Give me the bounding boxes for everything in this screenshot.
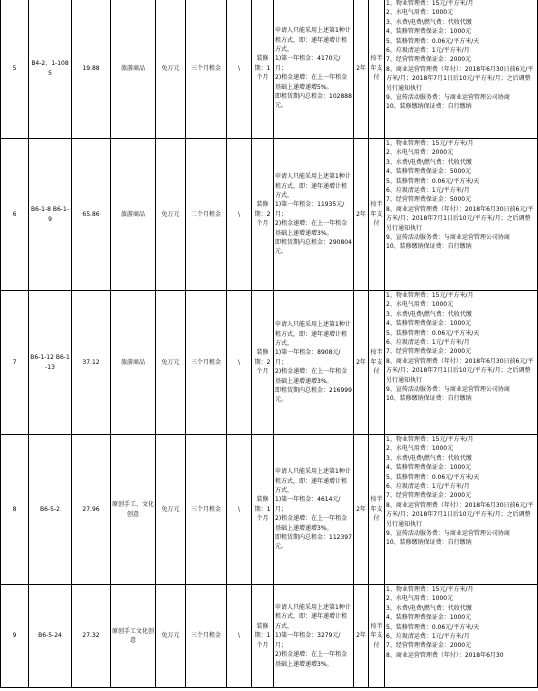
fee-item: 9、宣传活动服务费：与商业运营管理公司协商 (386, 234, 510, 242)
payment-method: 按半年支付 (369, 0, 385, 139)
fee-item: 8、商业运营管理费（年付）：2018年6月30日前6元/平方米/月；2018年7月1日后10元/平方米/月；之后调整另行通知执行 (386, 357, 534, 384)
fee-item: 6、垃圾清运费：1元/平方米/月 (386, 187, 470, 195)
decoration-period: 装修期：2个月 (252, 139, 274, 291)
payment-method: 按半年支付 (369, 291, 385, 435)
lease-years: 2年 (354, 291, 369, 435)
fee-list (385, 0, 538, 139)
rent-term-line: 即租赁期内总租金：112397元。 (275, 534, 352, 551)
rent-free: 免万元 (156, 291, 186, 435)
fee-item: 10、装修缴纳保证费：自行缴纳 (386, 539, 472, 547)
rent-term-line: 1)第一年租金：4614元/月； (275, 496, 341, 513)
mark-cell: \ (227, 0, 252, 139)
business-type: 原创手工、文化创意 (111, 435, 156, 585)
rent-free: 免万元 (156, 0, 186, 139)
table-row (1, 585, 538, 688)
rent-terms (274, 585, 354, 688)
rent-terms (274, 0, 354, 139)
fee-item: 1、物业管理费：15元/平方米/月 (386, 436, 474, 443)
rent-term-line: 申请人只能采用上述第1种计租方式，即：递年递增计租方式， (275, 321, 351, 347)
unit-area: 37.12 (72, 291, 111, 435)
row-number: 8 (1, 435, 29, 585)
fee-item: 5、装修管理费：0.06元/平方米/天 (386, 177, 480, 185)
rent-term-line: 2)租金递增：在上一年租金基础上递增递增3%。 (275, 651, 348, 668)
fee-item: 1、物业管理费：15元/平方米/月 (386, 0, 474, 7)
fee-item: 4、装修管理费保证金：1000元 (386, 28, 472, 36)
fee-item: 5、装修管理费：0.06元/平方米/天 (386, 473, 480, 481)
rent-term-line: 1)第一年租金：4170元/月； (275, 55, 341, 72)
fee-item: 3、水费\电费\燃气费：代收代缴 (386, 604, 472, 612)
business-type: 原创手工文化创意 (111, 585, 156, 688)
rent-term-line: 即租赁期内总租金：216999元。 (275, 387, 352, 404)
fee-list (385, 435, 538, 585)
fee-item: 9、宣传活动服务费：与商业运营管理公司协商 (386, 94, 510, 102)
fee-list (385, 139, 538, 291)
fee-item: 7、经营管理费保证金：2000元 (386, 492, 472, 500)
rent-terms (274, 435, 354, 585)
fee-item: 8、商业运营管理费（年付）：2018年6月30日前6元/平方米/月；2018年7月1日后10元/平方米/月；之后调整另行通知执行 (386, 205, 534, 232)
decoration-period: 装修期：1个月 (252, 435, 274, 585)
fee-item: 4、装修管理费保证金：1000元 (386, 464, 472, 472)
rent-terms (274, 139, 354, 291)
rent-free: 免万元 (156, 139, 186, 291)
fee-item: 8、商业运营管理费（年付）：2018年6月30日前6元/平方米/月；2018年7月1日后10元/平方米/月；之后调整另行通知执行 (386, 65, 534, 92)
rent-term-line: 2)租金递增：在上一年租金基础上递增递增3%。 (275, 220, 348, 237)
row-number: 5 (1, 0, 29, 139)
fee-item: 4、装修管理费保证金：1000元 (386, 614, 472, 622)
fee-item: 5、装修管理费：0.06元/平方米/天 (386, 329, 480, 337)
fee-item: 10、装修缴纳保证费：自行缴纳 (386, 395, 472, 403)
rent-term-line: 即租赁期内总租金：290804元。 (275, 239, 352, 256)
fee-item: 3、水费\电费\燃气费：代收代缴 (386, 310, 472, 318)
unit-area: 65.86 (72, 139, 111, 291)
unit-number: B6-5-24 (29, 585, 72, 688)
rent-term-line: 申请人只能采用上述第1种计租方式，即：递年递增计租方式， (275, 604, 351, 630)
rent-free: 免万元 (156, 585, 186, 688)
deposit-terms: 二个月租金 (186, 139, 227, 291)
rent-terms (274, 291, 354, 435)
rent-term-line: 1)第一年租金：8908元/月； (275, 349, 341, 366)
lease-years: 2年 (354, 435, 369, 585)
fee-item: 1、物业管理费：15元/平方米/月 (386, 140, 474, 147)
mark-cell: \ (227, 291, 252, 435)
fee-list (385, 585, 538, 688)
fee-item: 2、水电气用费：1000元 (386, 9, 454, 17)
decoration-period: 装修期：2个月 (252, 291, 274, 435)
rent-term-line: 即租赁期内总租金：102888元。 (275, 93, 352, 110)
deposit-terms: 三个月租金 (186, 435, 227, 585)
fee-item: 2、水电气用费：2000元 (386, 149, 454, 157)
fee-item: 7、经营管理费保证金：2000元 (386, 642, 472, 650)
table-row (1, 435, 538, 585)
fee-item: 5、装修管理费：0.06元/平方米/天 (386, 623, 480, 631)
unit-number: B4-2、1-1085 (29, 0, 72, 139)
fee-item: 2、水电气用费：1000元 (386, 445, 454, 453)
rent-term-line: 2)租金递增：在上一年租金基础上递增递增5%。 (275, 74, 348, 91)
table-row (1, 139, 538, 291)
unit-number: B6-5-2 (29, 435, 72, 585)
fee-item: 6、垃圾清运费：1元/平方米/月 (386, 633, 470, 641)
rent-term-line: 申请人只能采用上述第1种计租方式，即：递年递增计租方式， (275, 173, 351, 199)
lease-years: 2年 (354, 585, 369, 688)
fee-item: 8、商业运营管理费（年付）：2018年6月30日前6元/平方米/月；2018年7月1日后10元/平方米/月；之后调整另行通知执行 (386, 501, 534, 528)
fee-item: 2、水电气用费：1000元 (386, 595, 454, 603)
fee-item: 3、水费\电费\燃气费：代收代缴 (386, 454, 472, 462)
unit-area: 27.96 (72, 435, 111, 585)
deposit-terms: 三个月租金 (186, 291, 227, 435)
business-type: 旅游商品 (111, 291, 156, 435)
payment-method: 按半年支付 (369, 435, 385, 585)
fee-item: 6、垃圾清运费：1元/平方米/月 (386, 339, 470, 347)
unit-area: 19.88 (72, 0, 111, 139)
row-number: 6 (1, 139, 29, 291)
fee-item: 3、水费\电费\燃气费：代收代缴 (386, 18, 472, 26)
unit-number: B6-1-12 B6-1-13 (29, 291, 72, 435)
lease-years: 2年 (354, 0, 369, 139)
fee-list (385, 291, 538, 435)
rent-term-line: 申请人只能采用上述第1种计租方式，即：递年递增计租方式， (275, 468, 351, 494)
fee-item: 4、装修管理费保证金：1000元 (386, 320, 472, 328)
mark-cell: \ (227, 435, 252, 585)
fee-item: 10、装修缴纳保证费：自行缴纳 (386, 243, 472, 251)
fee-item: 7、经营管理费保证金：2000元 (386, 56, 472, 64)
fee-item: 7、经营管理费保证金：5000元 (386, 196, 472, 204)
decoration-period: 装修期：1个月 (252, 0, 274, 139)
mark-cell: \ (227, 585, 252, 688)
payment-method: 按半年支付 (369, 585, 385, 688)
fee-item: 3、水费\电费\燃气费：代收代缴 (386, 158, 472, 166)
row-number: 9 (1, 585, 29, 688)
rent-term-line: 2)租金递增：在上一年租金基础上递增递增3%。 (275, 368, 348, 385)
rent-term-line: 1)第一年租金：11935元/月； (275, 201, 345, 218)
unit-number: B6-1-8 B6-1-9 (29, 139, 72, 291)
fee-item: 2、水电气用费：1000元 (386, 301, 454, 309)
rent-term-line: 申请人只能采用上述第1种计租方式，即：递年递增计租方式， (275, 27, 351, 53)
deposit-terms: 三个月租金 (186, 0, 227, 139)
mark-cell: \ (227, 139, 252, 291)
fee-item: 6、垃圾清运费：1元/平方米/月 (386, 47, 470, 55)
fee-item: 5、装修管理费：0.06元/平方米/天 (386, 37, 480, 45)
fee-item: 6、垃圾清运费：1元/平方米/月 (386, 483, 470, 491)
row-number: 7 (1, 291, 29, 435)
unit-area: 27.32 (72, 585, 111, 688)
decoration-period: 装修期：1个月 (252, 585, 274, 688)
business-type: 旅游商品 (111, 0, 156, 139)
fee-item: 10、装修缴纳保证费：自行缴纳 (386, 103, 472, 111)
fee-item: 8、商业运营管理费（年付）：2018年6月30 (386, 651, 504, 659)
table-row (1, 0, 538, 139)
table-row (1, 291, 538, 435)
rent-free: 免万元 (156, 435, 186, 585)
fee-item: 7、经营管理费保证金：2000元 (386, 348, 472, 356)
lease-years: 2年 (354, 139, 369, 291)
business-type: 旅游商品 (111, 139, 156, 291)
rent-term-line: 2)租金递增：在上一年租金基础上递增递增3%。 (275, 515, 348, 532)
fee-item: 1、物业管理费：15元/平方米/月 (386, 586, 474, 593)
payment-method: 按半年支付 (369, 139, 385, 291)
fee-item: 9、宣传活动服务费：与商业运营管理公司协商 (386, 530, 510, 538)
fee-item: 9、宣传活动服务费：与商业运营管理公司协商 (386, 386, 510, 394)
fee-item: 4、装修管理费保证金：5000元 (386, 168, 472, 176)
deposit-terms: 三个月租金 (186, 585, 227, 688)
fee-item: 1、物业管理费：15元/平方米/月 (386, 292, 474, 299)
rent-term-line: 1)第一年租金：3279元/月； (275, 632, 341, 649)
